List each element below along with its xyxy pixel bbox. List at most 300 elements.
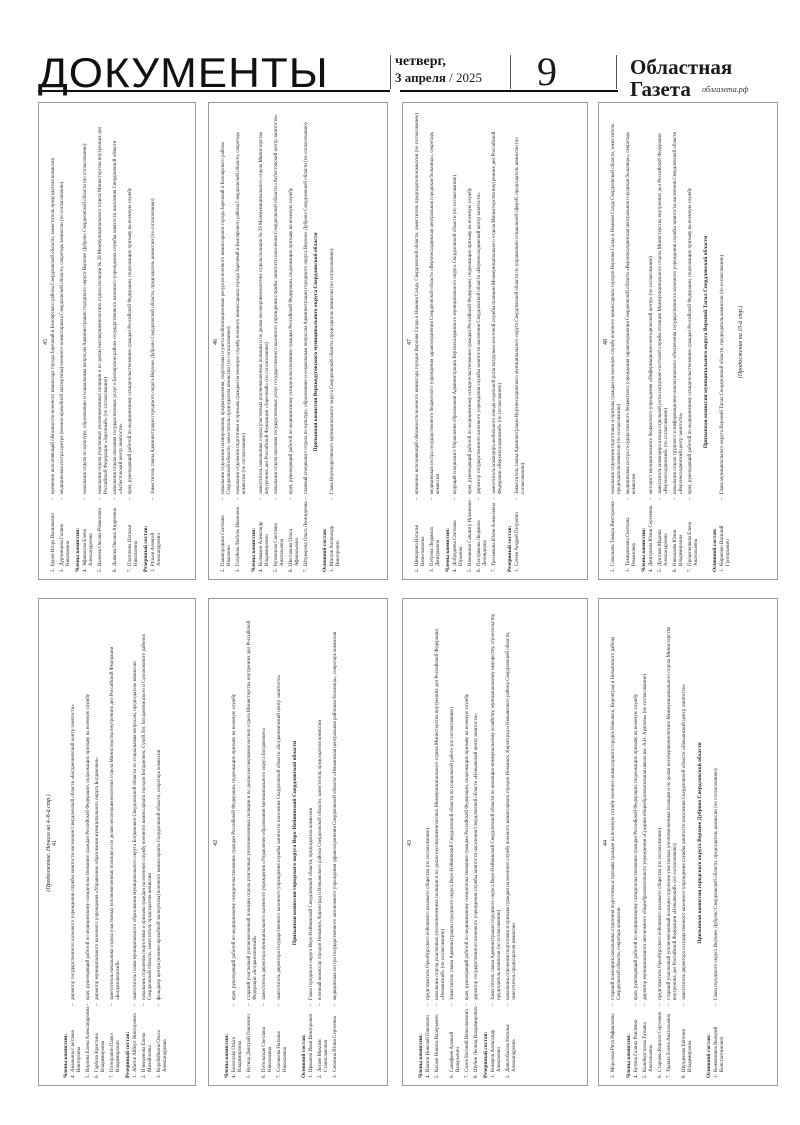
member-index: 7. bbox=[688, 568, 693, 572]
member-name: Комаров Александр Алексеевич bbox=[491, 1029, 502, 1072]
member-name: Измоденова Елена Михайловна bbox=[142, 1032, 153, 1072]
member-role: временно исполняющий обязанности военного комиссара города Заречный и Белоярского района Свердловской области, заместитель председателя комиссии bbox=[51, 157, 56, 494]
member-role: директор муниципального казенного учреждения «Управление образования муниципального округа Богданович» bbox=[95, 757, 100, 1000]
member-entry bbox=[491, 608, 503, 1078]
section-heading: Основной состав: bbox=[322, 528, 328, 572]
member-entry bbox=[658, 112, 670, 572]
dash-separator: – bbox=[157, 1003, 162, 1006]
member-entry bbox=[474, 608, 480, 1078]
member-index: 6. bbox=[450, 1074, 455, 1078]
member-entry bbox=[430, 112, 442, 572]
section-heading: Основной состав: bbox=[706, 1034, 712, 1078]
dash-separator: – bbox=[277, 1003, 282, 1006]
member-role: начальник отделения подготовки и призыва граждан на военную службу военного комиссариата городов Богданович, Сухой Лог, Богдановичского и Сухоложского районов Свердловской области, заместитель председателя комиссии bbox=[142, 634, 153, 1000]
member-index: 1. bbox=[720, 568, 725, 572]
dash-separator: – bbox=[110, 1003, 115, 1006]
member-role: начальник отдела оказания государственных услуг государственного казенного учреждения службы занятости населения Свердловской области «Асбестовский центр занятости» bbox=[274, 114, 279, 494]
page-column bbox=[221, 107, 345, 577]
member-role: врач, руководящий работой по медицинскому освидетельствованию граждан Российской Федерации, подлежащих призыву на военную службу bbox=[289, 187, 294, 494]
dash-separator: – bbox=[113, 497, 118, 500]
member-role: начальник отдела участковых уполномоченных полиции и по делам несовершеннолетних отдела полиции № 29 Межмуниципального отдела Министерства внутренних дел Российской Федерации «Заречный» (по согласованию) bbox=[98, 126, 109, 494]
member-index: 5. bbox=[247, 1074, 252, 1078]
member-name: Добродеева Светлана Юрьевна bbox=[453, 520, 464, 566]
page-column bbox=[415, 603, 521, 1083]
member-entry bbox=[667, 608, 679, 1078]
member-name: Самофеев Алексей Валерьевич bbox=[450, 1031, 461, 1072]
member-entry bbox=[232, 608, 244, 1078]
member-entry bbox=[262, 608, 274, 1078]
member-entry bbox=[289, 112, 301, 572]
member-name: Смолина Юлия Сергеевна bbox=[333, 1016, 338, 1072]
member-index: 7. bbox=[128, 568, 133, 572]
member-index: 4. bbox=[232, 1074, 237, 1078]
member-entry bbox=[492, 112, 504, 572]
member-entry bbox=[318, 608, 330, 1078]
member-name: Даньгобасова Наталья Александровна bbox=[506, 1024, 517, 1072]
member-index: 4. bbox=[71, 1074, 76, 1078]
member-entry bbox=[110, 608, 122, 1078]
member-index: 2. bbox=[221, 568, 226, 572]
dash-separator: – bbox=[232, 1003, 237, 1006]
member-role: врач, руководящий работой по медицинскому освидетельствованию граждан Российской Федерации, подлежащих призыву на военную службу bbox=[465, 693, 470, 1000]
member-entry bbox=[157, 608, 169, 1078]
member-index: 3. bbox=[236, 568, 241, 572]
dash-separator: – bbox=[133, 1003, 138, 1006]
member-index: 6. bbox=[95, 1074, 100, 1078]
page-section-number: 48 bbox=[603, 339, 609, 345]
member-role: начальник отделения подготовки и призыва граждан на военную службу военного комиссариата города Заречный и Белоярского района Свердловской области, секретарь комиссии (по согласованию) bbox=[236, 131, 247, 494]
member-name: Ананьина Светлана Викторовна bbox=[71, 1030, 82, 1072]
dash-separator: – bbox=[714, 1003, 719, 1006]
member-index: 7. bbox=[465, 1074, 470, 1078]
member-role: заместитель директора муниципального казенного учреждения «Управление образования муниципального округа Богданович» bbox=[262, 727, 267, 1000]
member-role: начальник отделения подготовки и призыва граждан на военную службу военного комиссариата городов Верхняя Салда и Нижняя Салда Свердловской области, заместитель председателя комиссии (по согласованию) bbox=[611, 123, 622, 494]
dash-separator: – bbox=[330, 497, 335, 500]
member-role: Заместитель главы Администрации городского округа Верх-Нейвинский Свердловской области по жилищно-коммунальному хозяйству, муниципальному имуществу, строительству, председатель комиссии (по согласованию) bbox=[491, 613, 502, 1000]
section-heading: Члены комиссии: bbox=[75, 527, 81, 572]
member-role: фельдшер центра (военно-врачебной экспертизы) военного комиссариата Свердловской области, секретарь комиссии bbox=[157, 749, 162, 1000]
member-name: Шестакова Ольга Афанасьевна bbox=[289, 528, 300, 566]
member-role: врач, руководящий работой по медицинскому освидетельствованию граждан Российской Федерации, подлежащих призыву на военную службу bbox=[468, 187, 473, 494]
member-name: Пестрякова Людмила Леонидовна bbox=[477, 520, 488, 566]
member-name: Дмитриева Юлия Сергеевна bbox=[649, 505, 654, 566]
member-entry bbox=[330, 112, 342, 572]
section-heading: Резервный состав: bbox=[483, 1031, 489, 1078]
member-role: старший участковый уполномоченный полиции отдела участковых уполномоченных полиции и по делам несовершеннолетних отдела Министерства внутренних дел Российской Федерации «Богдановичский» bbox=[247, 620, 258, 1000]
page-section-number: 42 bbox=[213, 840, 219, 846]
member-index: 6. bbox=[262, 1074, 267, 1078]
issue-weekday: четверг, bbox=[395, 54, 446, 69]
member-entry bbox=[435, 608, 447, 1078]
member-index: 2. bbox=[142, 1074, 147, 1078]
dash-separator: – bbox=[426, 1003, 431, 1006]
member-name: Потюрапин Павел Владимирович bbox=[110, 1033, 121, 1072]
page-column bbox=[60, 603, 172, 1083]
member-entry bbox=[626, 112, 638, 572]
dash-separator: – bbox=[468, 497, 473, 500]
member-entry bbox=[453, 112, 465, 572]
member-index: 5. bbox=[658, 568, 663, 572]
rotated-page-content bbox=[43, 107, 193, 577]
dash-separator: – bbox=[151, 497, 156, 500]
member-entry bbox=[465, 608, 471, 1078]
member-name: Колмаков Александр Владимирович bbox=[259, 521, 270, 566]
member-role: директор государственного казенного учреждения службы занятости населения Свердловской области «Богдановичский центр занятости» bbox=[71, 704, 76, 1000]
member-index: 4. bbox=[83, 568, 88, 572]
member-name: Старцева Кирилл Сергеевич bbox=[658, 1011, 663, 1072]
member-role: директор государственного казенного учреждения службы занятости населения Свердловской области «Верхнесалдинский центр занятости» bbox=[477, 192, 482, 494]
member-index: 7. bbox=[277, 1074, 282, 1078]
logo-line-2: Газета bbox=[630, 77, 691, 101]
member-entry bbox=[506, 608, 518, 1078]
page-number: 9 bbox=[537, 49, 557, 94]
member-role: медицинская сестра государственного бюджетного учреждения здравоохранения Свердловской области «Верхнесалдинская центральная городская больница», секретарь комиссии bbox=[430, 131, 441, 494]
dash-separator: – bbox=[318, 1003, 323, 1006]
rotated-page-content bbox=[603, 603, 775, 1083]
member-name: Петельская Светлана Николаевна bbox=[262, 1027, 273, 1072]
section-heading: Члены комиссии: bbox=[641, 527, 647, 572]
member-role: старший участковый уполномоченный полиции отделения участковых уполномоченных полиции и по делам несовершеннолетних Межмуниципального отдела Министерства внутренних дел Российской Федерации «Невьянский» (по согласованию) bbox=[667, 626, 678, 1000]
member-role: директор муниципального автономного общеобразовательного учреждения «Средняя общеобразовательная школа им. А.Н. Арапова» (по согласованию) bbox=[643, 673, 648, 1000]
member-entry bbox=[51, 112, 57, 572]
page-column bbox=[611, 603, 729, 1083]
member-role: главный специалист отдела по культуре, образованию и социальным вопросам Администрации городского округа Верхнее Дуброво Свердловской области (по согласованию) bbox=[304, 122, 309, 494]
member-entry bbox=[304, 112, 310, 572]
dash-separator: – bbox=[611, 1003, 616, 1006]
dash-separator: – bbox=[430, 497, 435, 500]
member-name: Ивешкина Сакшиту Ирешовна bbox=[468, 500, 473, 566]
member-index: 8. bbox=[682, 1074, 687, 1078]
member-entry bbox=[133, 608, 139, 1078]
member-index: 2. bbox=[415, 568, 420, 572]
member-entry bbox=[236, 112, 248, 572]
dash-separator: – bbox=[262, 1003, 267, 1006]
commission-heading: Призывная комиссия городского округа Верх-Нейвинский Свердловской области bbox=[292, 740, 298, 946]
dash-separator: – bbox=[474, 1003, 479, 1006]
rotated-page-content bbox=[603, 107, 775, 577]
member-index: 1. bbox=[133, 1074, 138, 1078]
page-column bbox=[221, 603, 342, 1083]
member-entry bbox=[468, 112, 474, 572]
member-entry bbox=[611, 112, 623, 572]
dash-separator: – bbox=[477, 497, 482, 500]
dash-separator: – bbox=[720, 497, 725, 500]
member-entry bbox=[142, 608, 154, 1078]
rotated-page-content bbox=[407, 603, 585, 1083]
member-index: 8. bbox=[474, 1074, 479, 1078]
document-page-block bbox=[38, 102, 196, 580]
dash-separator: – bbox=[309, 1003, 314, 1006]
section-heading: Члены комиссии: bbox=[445, 527, 451, 572]
issue-day: 3 апреля bbox=[395, 70, 446, 85]
member-role: начальник отдела участковых уполномоченных полиции и по делам несовершеннолетних Межмуниципального отдела Министерства внутренних дел Российской Федерации «Невьянский» (по согласованию) bbox=[435, 628, 446, 1000]
member-name: Легаев Максим Станиславович bbox=[318, 1039, 329, 1072]
member-index: 1. bbox=[714, 1074, 719, 1078]
member-name: Шунденева Евгения Владимировна bbox=[682, 1029, 693, 1072]
member-entry bbox=[128, 112, 140, 572]
section-heading: Основной состав: bbox=[712, 528, 718, 572]
member-entry bbox=[259, 112, 271, 572]
section-heading: Члены комиссии: bbox=[251, 527, 257, 572]
section-title: ДОКУМЕНТЫ bbox=[38, 50, 329, 97]
member-index: 7. bbox=[667, 1074, 672, 1078]
member-index: 6. bbox=[658, 1074, 663, 1078]
member-role: врач, руководящий работой по медицинскому освидетельствованию граждан Российской Федерации, подлежащих призыву на военную службу bbox=[634, 693, 639, 1000]
dash-separator: – bbox=[435, 1003, 440, 1006]
member-entry bbox=[86, 608, 92, 1078]
dash-separator: – bbox=[658, 497, 663, 500]
member-role: старший помощник начальника отделения подготовки и призыва граждан на военную службу военного комиссариата городов Невьянск, Кировград и Невьянского района Свердловской области, секретарь комиссии bbox=[611, 636, 622, 1000]
page-columns bbox=[415, 107, 530, 577]
member-entry bbox=[426, 608, 432, 1078]
dash-separator: – bbox=[634, 1003, 639, 1006]
section-heading: Члены комиссии: bbox=[63, 1033, 69, 1078]
member-entry bbox=[658, 608, 664, 1078]
section-heading: Члены комиссии: bbox=[626, 1033, 632, 1078]
page-columns bbox=[221, 603, 342, 1083]
dash-separator: – bbox=[465, 1003, 470, 1006]
dash-separator: – bbox=[51, 497, 56, 500]
rotated-page-content bbox=[213, 107, 385, 577]
dash-separator: – bbox=[95, 1003, 100, 1006]
member-index: 5. bbox=[98, 568, 103, 572]
member-index: 5. bbox=[435, 1074, 440, 1078]
member-entry bbox=[221, 112, 233, 572]
member-role: заместитель главы муниципального образования муниципального округа Богданович Свердловской области по социальным вопросам, председатель комиссии bbox=[133, 661, 138, 1000]
member-entry bbox=[247, 608, 259, 1078]
member-name: Морозова Рита Рафаиловна bbox=[611, 1013, 616, 1072]
member-name: Ваулина Елена Александровна bbox=[86, 1006, 91, 1072]
member-index: 3. bbox=[626, 568, 631, 572]
member-index: 7. bbox=[492, 568, 497, 572]
member-index: 2. bbox=[506, 1074, 511, 1078]
dash-separator: – bbox=[333, 1003, 338, 1006]
member-name: Удавых Елена Анатольевна bbox=[667, 1013, 672, 1072]
member-index: 4. bbox=[649, 568, 654, 572]
page-column bbox=[611, 107, 735, 577]
dash-separator: – bbox=[221, 497, 226, 500]
member-entry bbox=[309, 608, 315, 1078]
member-index: 1. bbox=[309, 1074, 314, 1078]
member-name: Кириенко Василий Григорьевич bbox=[720, 525, 731, 566]
document-page-block bbox=[598, 102, 778, 580]
page-columns bbox=[415, 603, 521, 1083]
dash-separator: – bbox=[142, 1003, 147, 1006]
member-name: Буров Игорь Васильевич bbox=[51, 513, 56, 566]
dash-separator: – bbox=[673, 497, 678, 500]
member-name: Кузнецова Светлана Анатольевна bbox=[274, 523, 285, 566]
member-role: медицинская сестра государственного автономного учреждения здравоохранения Свердловской области «Невьянская центральная районная больница», секретарь комиссии bbox=[333, 631, 338, 1000]
member-entry bbox=[277, 608, 289, 1078]
dash-separator: – bbox=[515, 497, 520, 500]
dash-separator: – bbox=[259, 497, 264, 500]
dash-separator: – bbox=[274, 497, 279, 500]
page-column bbox=[415, 107, 530, 577]
member-entry bbox=[415, 112, 427, 572]
member-role: медицинская сестра государственного бюджетного учреждения здравоохранения Свердловской области «Верхнесалдинская центральная городская больница», секретарь комиссии bbox=[626, 131, 637, 494]
section-heading: Резервный состав: bbox=[143, 525, 149, 572]
member-name: Бутина Галина Раилевна bbox=[634, 1019, 639, 1072]
member-name: Петрова Людмила Дмитриевна bbox=[430, 527, 441, 566]
member-role: Глава городского округа Верхнее Дуброво Свердловской области, председатель комиссии (по согласованию) bbox=[714, 768, 719, 1000]
member-index: 3. bbox=[157, 1074, 162, 1078]
member-name: Валеева Оксана Романовна bbox=[98, 508, 103, 566]
member-name: Афанасова Елена Александровна bbox=[83, 529, 94, 566]
member-role: начальник отделения планирования, предназначения, подготовки и учета мобилизационных ресурсов военного комиссариата города Заречный и Белоярского района Свердловской области, заместитель председателя комиссии (по согласованию) bbox=[221, 142, 232, 494]
dash-separator: – bbox=[304, 497, 309, 500]
member-entry bbox=[450, 608, 462, 1078]
member-role: медицинская сестра центра (военно-врачебной экспертизы) военного комиссариата Свердловской области, секретарь комиссии (по согласованию) bbox=[60, 181, 65, 494]
member-role: Заместитель главы Администрации городского округа Верхнее Дуброво Свердловской области, председатель комиссии (по согласованию) bbox=[151, 198, 156, 494]
member-index: 1. bbox=[491, 1074, 496, 1078]
dash-separator: – bbox=[86, 1003, 91, 1006]
member-role: директор государственного казенного учреждения службы занятости населения Свердловской области «Невьянский центр занятости» bbox=[474, 713, 479, 1000]
dash-separator: – bbox=[667, 1003, 672, 1006]
member-index: 3. bbox=[60, 568, 65, 572]
document-page-block bbox=[402, 598, 588, 1086]
commission-heading: Призывная комиссия Верхнедуговского муниципального округа Свердловской области bbox=[313, 232, 319, 452]
document-page-block bbox=[598, 598, 778, 1086]
member-entry bbox=[611, 608, 623, 1078]
dash-separator: – bbox=[643, 1003, 648, 1006]
continuation-note: (Продолжение на 10-й стр.) bbox=[738, 305, 744, 379]
member-index: 3. bbox=[333, 1074, 338, 1078]
member-name: Сизов Евгений Вячеславович bbox=[465, 1009, 470, 1072]
commission-heading: Призывная комиссия муниципального округа Верхний Тагил Свердловской области bbox=[703, 235, 709, 449]
page-columns bbox=[60, 603, 172, 1083]
page-section-number: 44 bbox=[603, 840, 609, 846]
member-index: 4. bbox=[634, 1074, 639, 1078]
member-role: заместитель командира мобильного взвода отдельной роты патрульно-постовой службы полиции Межмуниципального отдела Министерства внутренних дел Российской Федерации «Верхнесалдинский» (по согласованию) bbox=[492, 131, 503, 494]
member-name: Коробейкина Ольга Александровна bbox=[157, 1030, 168, 1072]
member-entry bbox=[714, 608, 726, 1078]
member-role: заместитель командира взвода отдельной роты патрульно-постовой службы полиции Межмуниципального отдела Министерства внутренних дел Российской Федерации «Верхнесалдинский» (по согласованию) bbox=[658, 133, 669, 494]
section-heading: Члены комиссии: bbox=[418, 1033, 424, 1078]
member-entry bbox=[673, 112, 685, 572]
member-role: заместитель начальника отдела участковых уполномоченных полиции и по делам несовершеннолетних отдела Министерства внутренних дел Российской Федерации «Богдановичский» bbox=[110, 646, 121, 1000]
member-name: Платонова Наталья Николаевна bbox=[128, 524, 139, 566]
dash-separator: – bbox=[128, 497, 133, 500]
member-name: Николаева Юлия Владимировна bbox=[673, 529, 684, 566]
page-columns bbox=[611, 603, 729, 1083]
section-heading: Резервный состав: bbox=[125, 1031, 131, 1078]
member-entry bbox=[333, 608, 339, 1078]
dash-separator: – bbox=[649, 497, 654, 500]
member-entry bbox=[477, 112, 489, 572]
page-column bbox=[51, 107, 166, 577]
member-entry bbox=[98, 112, 110, 572]
member-entry bbox=[60, 112, 72, 572]
member-name: Кутица Дмитрий Павлович bbox=[247, 1014, 252, 1072]
member-role: начальник отдела трудового и информационно-аналитического обеспечения государственного казенного учреждения службы занятости населения Свердловской области «Верхнесалдинский центр занятости» bbox=[673, 131, 684, 494]
member-entry bbox=[682, 608, 694, 1078]
member-entry bbox=[643, 608, 655, 1078]
member-entry bbox=[688, 112, 700, 572]
member-name: Тимирязевна Светлана Романовна bbox=[626, 517, 637, 566]
issue-year: / 2025 bbox=[445, 70, 483, 85]
member-index: 5. bbox=[643, 1074, 648, 1078]
member-name: Сатеев Андрей Петрович bbox=[515, 512, 520, 566]
member-name: Абатов Айберт Викторович bbox=[133, 1013, 138, 1072]
member-index: 4. bbox=[453, 568, 458, 572]
member-name: Соловьева Наталья Николаевна bbox=[277, 1031, 288, 1072]
member-name: Катаев Никита Валерьевич bbox=[435, 1014, 440, 1072]
member-entry bbox=[71, 608, 83, 1078]
member-role: военный комиссар городов Невьянск, Кировград и Невьянского района Свердловской области, заместитель председателя комиссии bbox=[318, 719, 323, 1000]
member-index: 4. bbox=[259, 568, 264, 572]
member-name: Прокопенкова Елена Анатольевна bbox=[688, 522, 699, 566]
dash-separator: – bbox=[492, 497, 497, 500]
member-name: Голубева Любовь Ивановна bbox=[236, 507, 241, 566]
member-role: представитель Оренбургского войскового казачьего общества (по согласованию) bbox=[658, 828, 663, 1000]
member-entry bbox=[515, 112, 527, 572]
rotated-page-content bbox=[43, 603, 193, 1083]
member-role: врач, руководящий работой по медицинскому освидетельствованию граждан Российской Федерации, подлежащих призыву на военную службу bbox=[688, 187, 693, 494]
dash-separator: – bbox=[450, 1003, 455, 1006]
member-index: 1. bbox=[151, 568, 156, 572]
member-role: заместитель директора государственного казенного учреждения службы занятости населения Свердловской области «Невьянский центр занятости» bbox=[682, 683, 687, 1000]
dash-separator: – bbox=[415, 497, 420, 500]
dash-separator: – bbox=[236, 497, 241, 500]
member-role: Глава Верхнедуговского муниципального округа Свердловской области, председатель комиссии (по согласованию) bbox=[330, 248, 335, 494]
member-role: временно исполняющий обязанности военного комиссара городов Верхняя Салда и Нижняя Салда, Свердловской области, заместитель председателя комиссии (по согласованию) bbox=[415, 113, 420, 494]
document-page-block bbox=[38, 598, 196, 1086]
member-name: Кожевников Валерий Константинович bbox=[714, 1026, 725, 1072]
member-index: 1. bbox=[515, 568, 520, 572]
member-role: врач, руководящий работой по медицинскому освидетельствованию граждан Российской Федерации, подлежащих призыву на военную службу bbox=[232, 693, 237, 1000]
page-section-number: 47 bbox=[407, 339, 413, 345]
dash-separator: – bbox=[453, 497, 458, 500]
page-columns bbox=[611, 107, 735, 577]
member-name: Калиберстрова Татьяна Анатольевна bbox=[643, 1022, 654, 1072]
member-name: Дуюгкая Марина Александровна bbox=[658, 529, 669, 566]
dash-separator: – bbox=[611, 497, 616, 500]
dash-separator: – bbox=[626, 497, 631, 500]
member-entry bbox=[151, 112, 163, 572]
member-entry bbox=[649, 112, 655, 572]
dash-separator: – bbox=[682, 1003, 687, 1006]
member-name: Савельева Тамара Викторовна bbox=[611, 501, 616, 566]
member-name: Рузьев Алексей Александрович bbox=[151, 532, 162, 566]
member-role: Глава городского округа Верх-Нейвинский Свердловской области, председатель комиссии bbox=[309, 807, 314, 1000]
member-index: 4. bbox=[426, 1074, 431, 1078]
member-role: Глава муниципального округа Верхний Тагил Свердловской области, председатель комиссии (по согласованию) bbox=[720, 254, 725, 494]
document-page-block bbox=[208, 102, 388, 580]
dash-separator: – bbox=[289, 497, 294, 500]
member-name: Маслак Александр Викторович bbox=[330, 525, 341, 566]
dash-separator: – bbox=[98, 497, 103, 500]
member-role: заместитель начальника отдела участковых уполномоченных полиции и по делам несовершеннолетних отдела полиции № 29 Межмуниципального отдела Министерства внутренних дел Российской Федерации «Заречный» (по согласованию) bbox=[259, 132, 270, 494]
member-role: начальник отдела по культуре, образованию и социальным вопросам Администрации городского округа Верхнее Дуброво Свердловской области (по согласованию) bbox=[83, 143, 88, 494]
member-entry bbox=[720, 112, 732, 572]
page-section-number: 46 bbox=[213, 339, 219, 345]
rotated-page-content bbox=[407, 107, 585, 577]
member-index: 1. bbox=[330, 568, 335, 572]
member-index: 2. bbox=[611, 568, 616, 572]
dash-separator: – bbox=[247, 1003, 252, 1006]
dash-separator: – bbox=[688, 497, 693, 500]
page-section-number: 45 bbox=[43, 339, 49, 345]
member-role: врач, руководящий работой по медицинскому освидетельствованию граждан Российской Федерации, подлежащих призыву на военную службу bbox=[128, 187, 133, 494]
member-index: 6. bbox=[113, 568, 118, 572]
member-index: 6. bbox=[477, 568, 482, 572]
page-section-number: 41 bbox=[52, 840, 58, 846]
page-columns bbox=[51, 107, 166, 577]
document-page-block bbox=[402, 102, 588, 580]
member-role: врач, руководящий работой по медицинскому освидетельствованию граждан Российской Федерации, подлежащих призыву на военную службу bbox=[86, 693, 91, 1000]
member-index: 6. bbox=[673, 568, 678, 572]
page-columns bbox=[221, 107, 345, 577]
